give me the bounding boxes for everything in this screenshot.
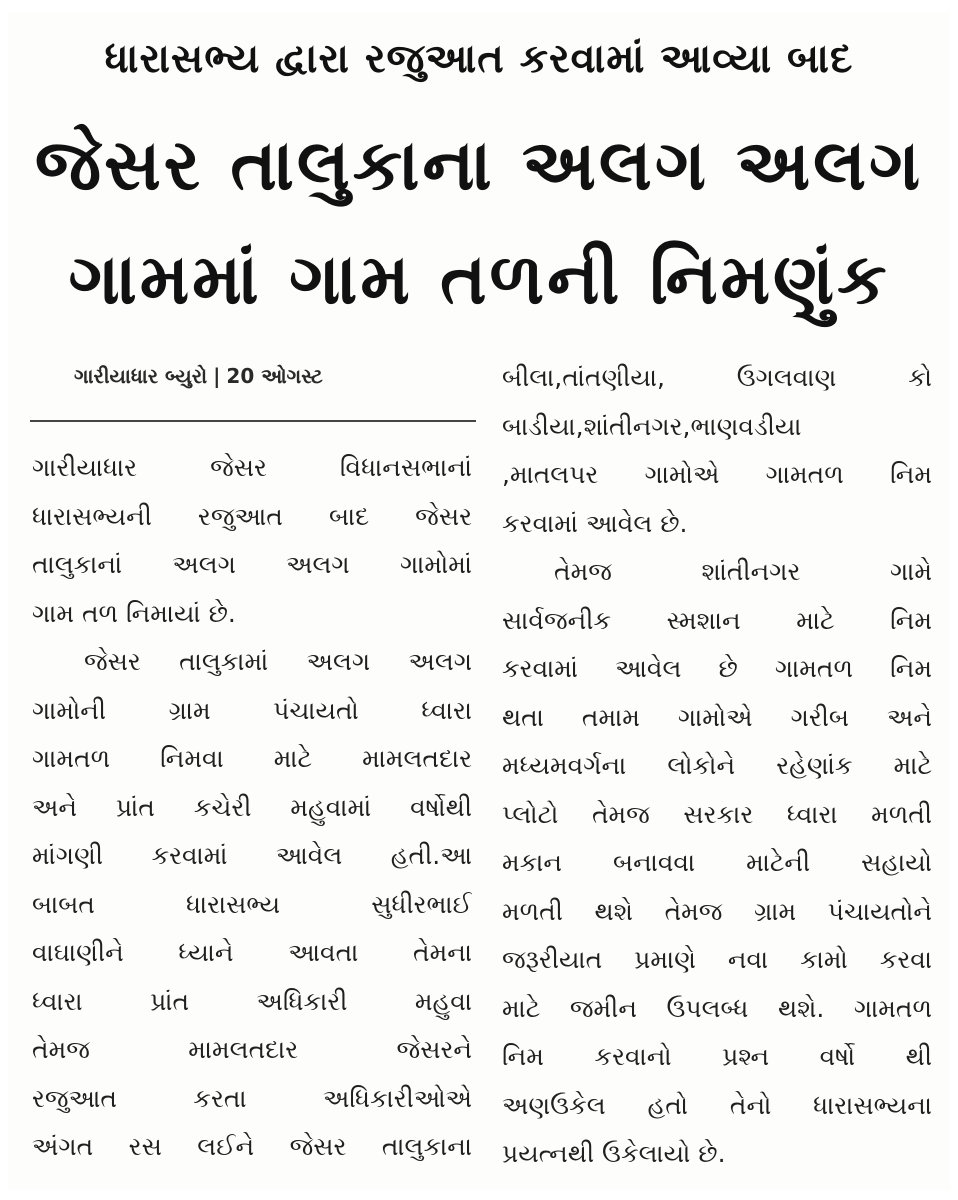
dateline [74,364,323,388]
article-column-right [502,354,932,1179]
text-line: તાલુકાનાં અલગ અલગ ગામોમાં [32,550,472,579]
text-line: મકાન બનાવવા માટેની સહાયો [502,848,932,877]
text-line: ગામ તળ નિમાયાં છે. [32,598,236,628]
text-line: ,માતલપર ગામોએ ગામતળ નિમ [502,460,932,489]
text-line: ગામોની ગ્રામ પંચાયતો ધ્વારા [32,695,472,725]
text-line: મળતી થશે તેમજ ગ્રામ પંચાયતોને [502,896,932,926]
text-line: અણઉકેલ હતો તેનો ધારાસભ્યના [502,1090,932,1120]
dateline-separator: | [213,364,221,388]
text-line: તેમજ શાંતીનગર ગામે [554,557,932,586]
text-line: રજુઆત કરતા અધિકારીઓએ [32,1083,472,1113]
text-line: અંગત રસ લઈને જેસર તાલુકાના [32,1132,472,1161]
text-line: જરૂરીયાત પ્રમાણે નવા કામો કરવા [502,945,932,974]
text-line: બાડીયા,શાંતીનગર,ભાણવડીયા [502,411,802,441]
text-line: બાબત ધારાસભ્ય સુધીરભાઈ [32,889,472,919]
text-line: પ્લોટો તેમજ સરકાર ધ્વારા મળતી [502,799,932,829]
dateline-rule [30,420,476,422]
text-line: જેસર તાલુકામાં અલગ અલગ [84,647,472,676]
main-headline-line-1: જેસર તાલુકાના અલગ અલગ [34,124,924,206]
bureau-name: ગારીયાધાર બ્યુરો [74,364,208,388]
text-line: ગામતળ નિમવા માટે મામલતદાર [32,744,472,773]
newspaper-clipping [8,12,950,1190]
text-line: ધારાસભ્યની રજુઆત બાદ જેસર [32,501,472,531]
text-line: તેમજ મામલતદાર જેસરને [32,1035,472,1064]
article-column-left [32,444,472,1172]
kicker-headline: ધારાસભ્ય દ્વારા રજુઆત કરવામાં આવ્યા બાદ [104,36,854,82]
text-line: કરવામાં આવેલ છે. [502,508,688,538]
text-line: માટે જમીન ઉપલબ્ધ થશે. ગામતળ [502,993,932,1023]
text-line: કરવામાં આવેલ છે ગામતળ નિમ [502,654,932,683]
text-line: થતા તમામ ગામોએ ગરીબ અને [502,702,932,732]
text-line: બીલા,તાંતણીયા, ઉગલવાણ કો [502,363,932,392]
text-line: સાર્વજનીક સ્મશાન માટે નિમ [502,605,932,635]
text-line: ધ્વારા પ્રાંત અધિકારી મહુવા [32,986,472,1016]
text-line: વાઘાણીને ધ્યાને આવતા તેમના [32,938,472,967]
text-line: ગારીયાધાર જેસર વિધાનસભાનાં [32,453,472,482]
text-line: મધ્યમવર્ગના લોકોને રહેણાંક માટે [502,751,932,780]
main-headline-line-2: ગામમાં ગામ તળની નિમણુંક [68,238,890,320]
text-line: માંગણી કરવામાં આવેલ હતી.આ [32,841,472,870]
text-line: અને પ્રાંત કચેરી મહુવામાં વર્ષોથી [32,792,472,822]
dateline-date: 20 ઓગસ્ટ [226,364,323,388]
text-line: પ્રયત્નથી ઉકેલાયો છે. [502,1139,726,1168]
text-line: નિમ કરવાનો પ્રશ્ન વર્ષો થી [502,1042,932,1071]
